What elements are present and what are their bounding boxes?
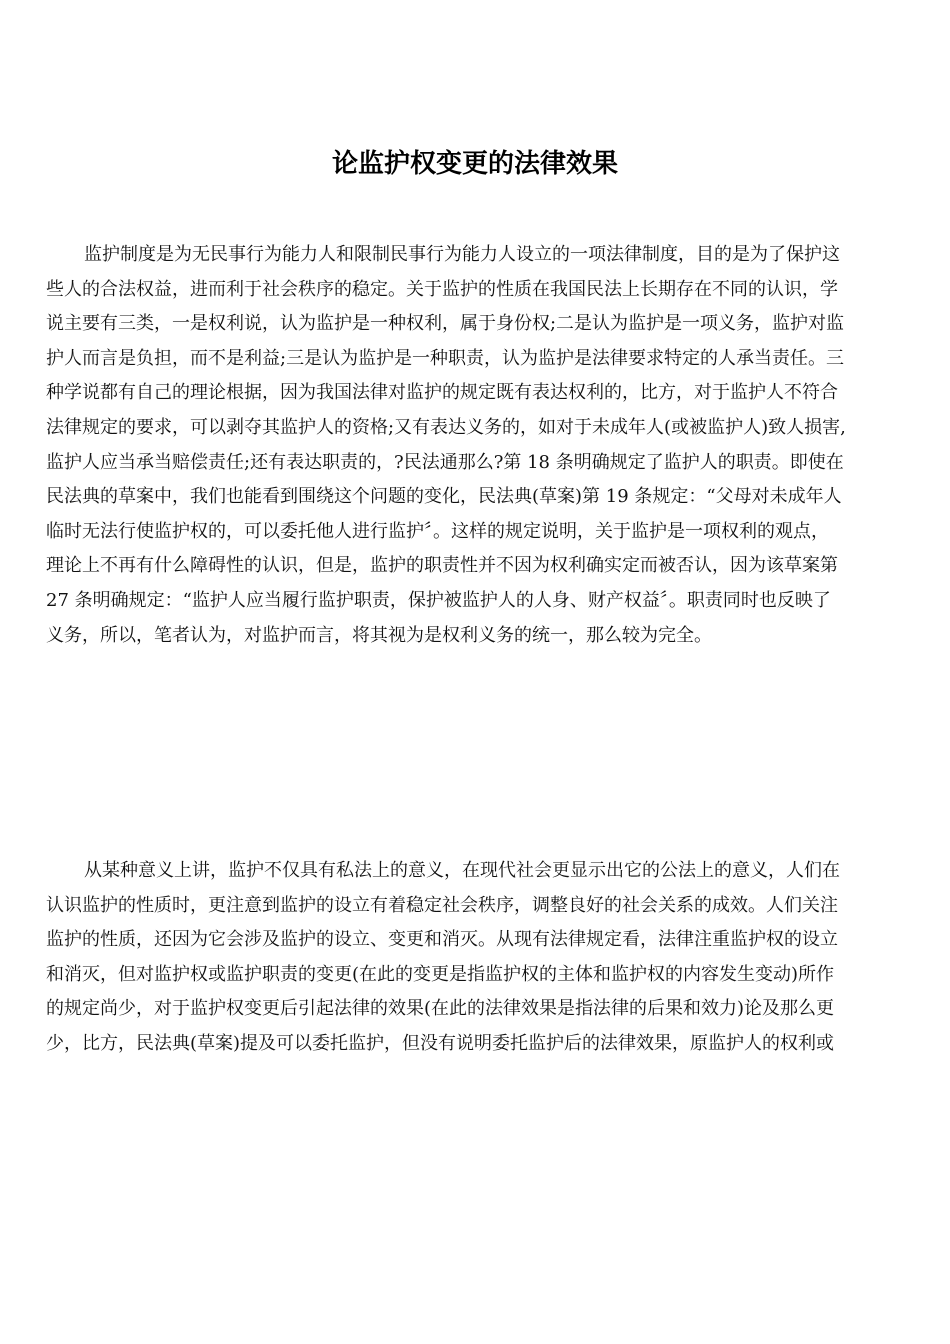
document-title: 论监护权变更的法律效果: [331, 149, 618, 179]
paragraph-line: 说主要有三类，一是权利说，认为监护是一种权利，属于身份权;二是认为监护是一项义务，监护对监: [46, 313, 845, 335]
paragraph-line: 义务，所以，笔者认为，对监护而言，将其视为是权利义务的统一，那么较为完全。: [46, 624, 712, 646]
paragraph-line: 监护制度是为无民事行为能力人和限制民事行为能力人设立的一项法律制度，目的是为了保护这: [84, 244, 840, 265]
paragraph-2: [46, 854, 906, 1062]
paragraph-line: 理论上不再有什么障碍性的认识，但是，监护的职责性并不因为权利确实定而被否认，因为该草案第: [46, 555, 838, 577]
paragraph-line: 和消灭，但对监护权或监护职责的变更(在此的变更是指监护权的主体和监护权的内容发生变动)所作: [46, 963, 835, 985]
paragraph-line: 监护的性质，还因为它会涉及监护的设立、变更和消灭。从现有法律规定看，法律注重监护权的设立: [46, 929, 838, 951]
paragraph-line: 27 条明确规定：“监护人应当履行监护职责，保护被监护人的人身、财产权益〞。职责同时也反映了: [46, 589, 831, 611]
paragraph-line: 从某种意义上讲，监护不仅具有私法上的意义，在现代社会更显示出它的公法上的意义，人们在: [84, 860, 840, 881]
paragraph-line: 的规定尚少，对于监护权变更后引起法律的效果(在此的法律效果是指法律的后果和效力)论及那么更: [46, 998, 835, 1020]
paragraph-line: 些人的合法权益，进而利于社会秩序的稳定。关于监护的性质在我国民法上长期存在不同的认识，学: [46, 278, 838, 300]
paragraph-line: 民法典的草案中，我们也能看到围绕这个问题的变化，民法典(草案)第 19 条规定：“父母对未成年人: [46, 486, 842, 508]
paragraph-line: 监护人应当承当赔偿责任;还有表达职责的，?民法通那么?第 18 条明确规定了监护人的职责。即使在: [46, 451, 844, 473]
paragraph-1: [46, 238, 906, 653]
paragraph-line: 少，比方，民法典(草案)提及可以委托监护，但没有说明委托监护后的法律效果，原监护人的权利或: [46, 1032, 835, 1054]
paragraph-line: 临时无法行使监护权的，可以委托他人进行监护〞。这样的规定说明，关于监护是一项权利的观点，: [46, 520, 829, 542]
paragraph-line: 护人而言是负担，而不是利益;三是认为监护是一种职责，认为监护是法律要求特定的人承当责任。三: [46, 347, 845, 369]
paragraph-line: 法律规定的要求，可以剥夺其监护人的资格;又有表达义务的，如对于未成年人(或被监护人)致人损害,: [46, 416, 846, 438]
paragraph-line: 种学说都有自己的理论根据，因为我国法律对监护的规定既有表达权利的，比方，对于监护人不符合: [46, 382, 838, 404]
paragraph-line: 认识监护的性质时，更注意到监护的设立有着稳定社会秩序，调整良好的社会关系的成效。人们关注: [46, 894, 838, 916]
